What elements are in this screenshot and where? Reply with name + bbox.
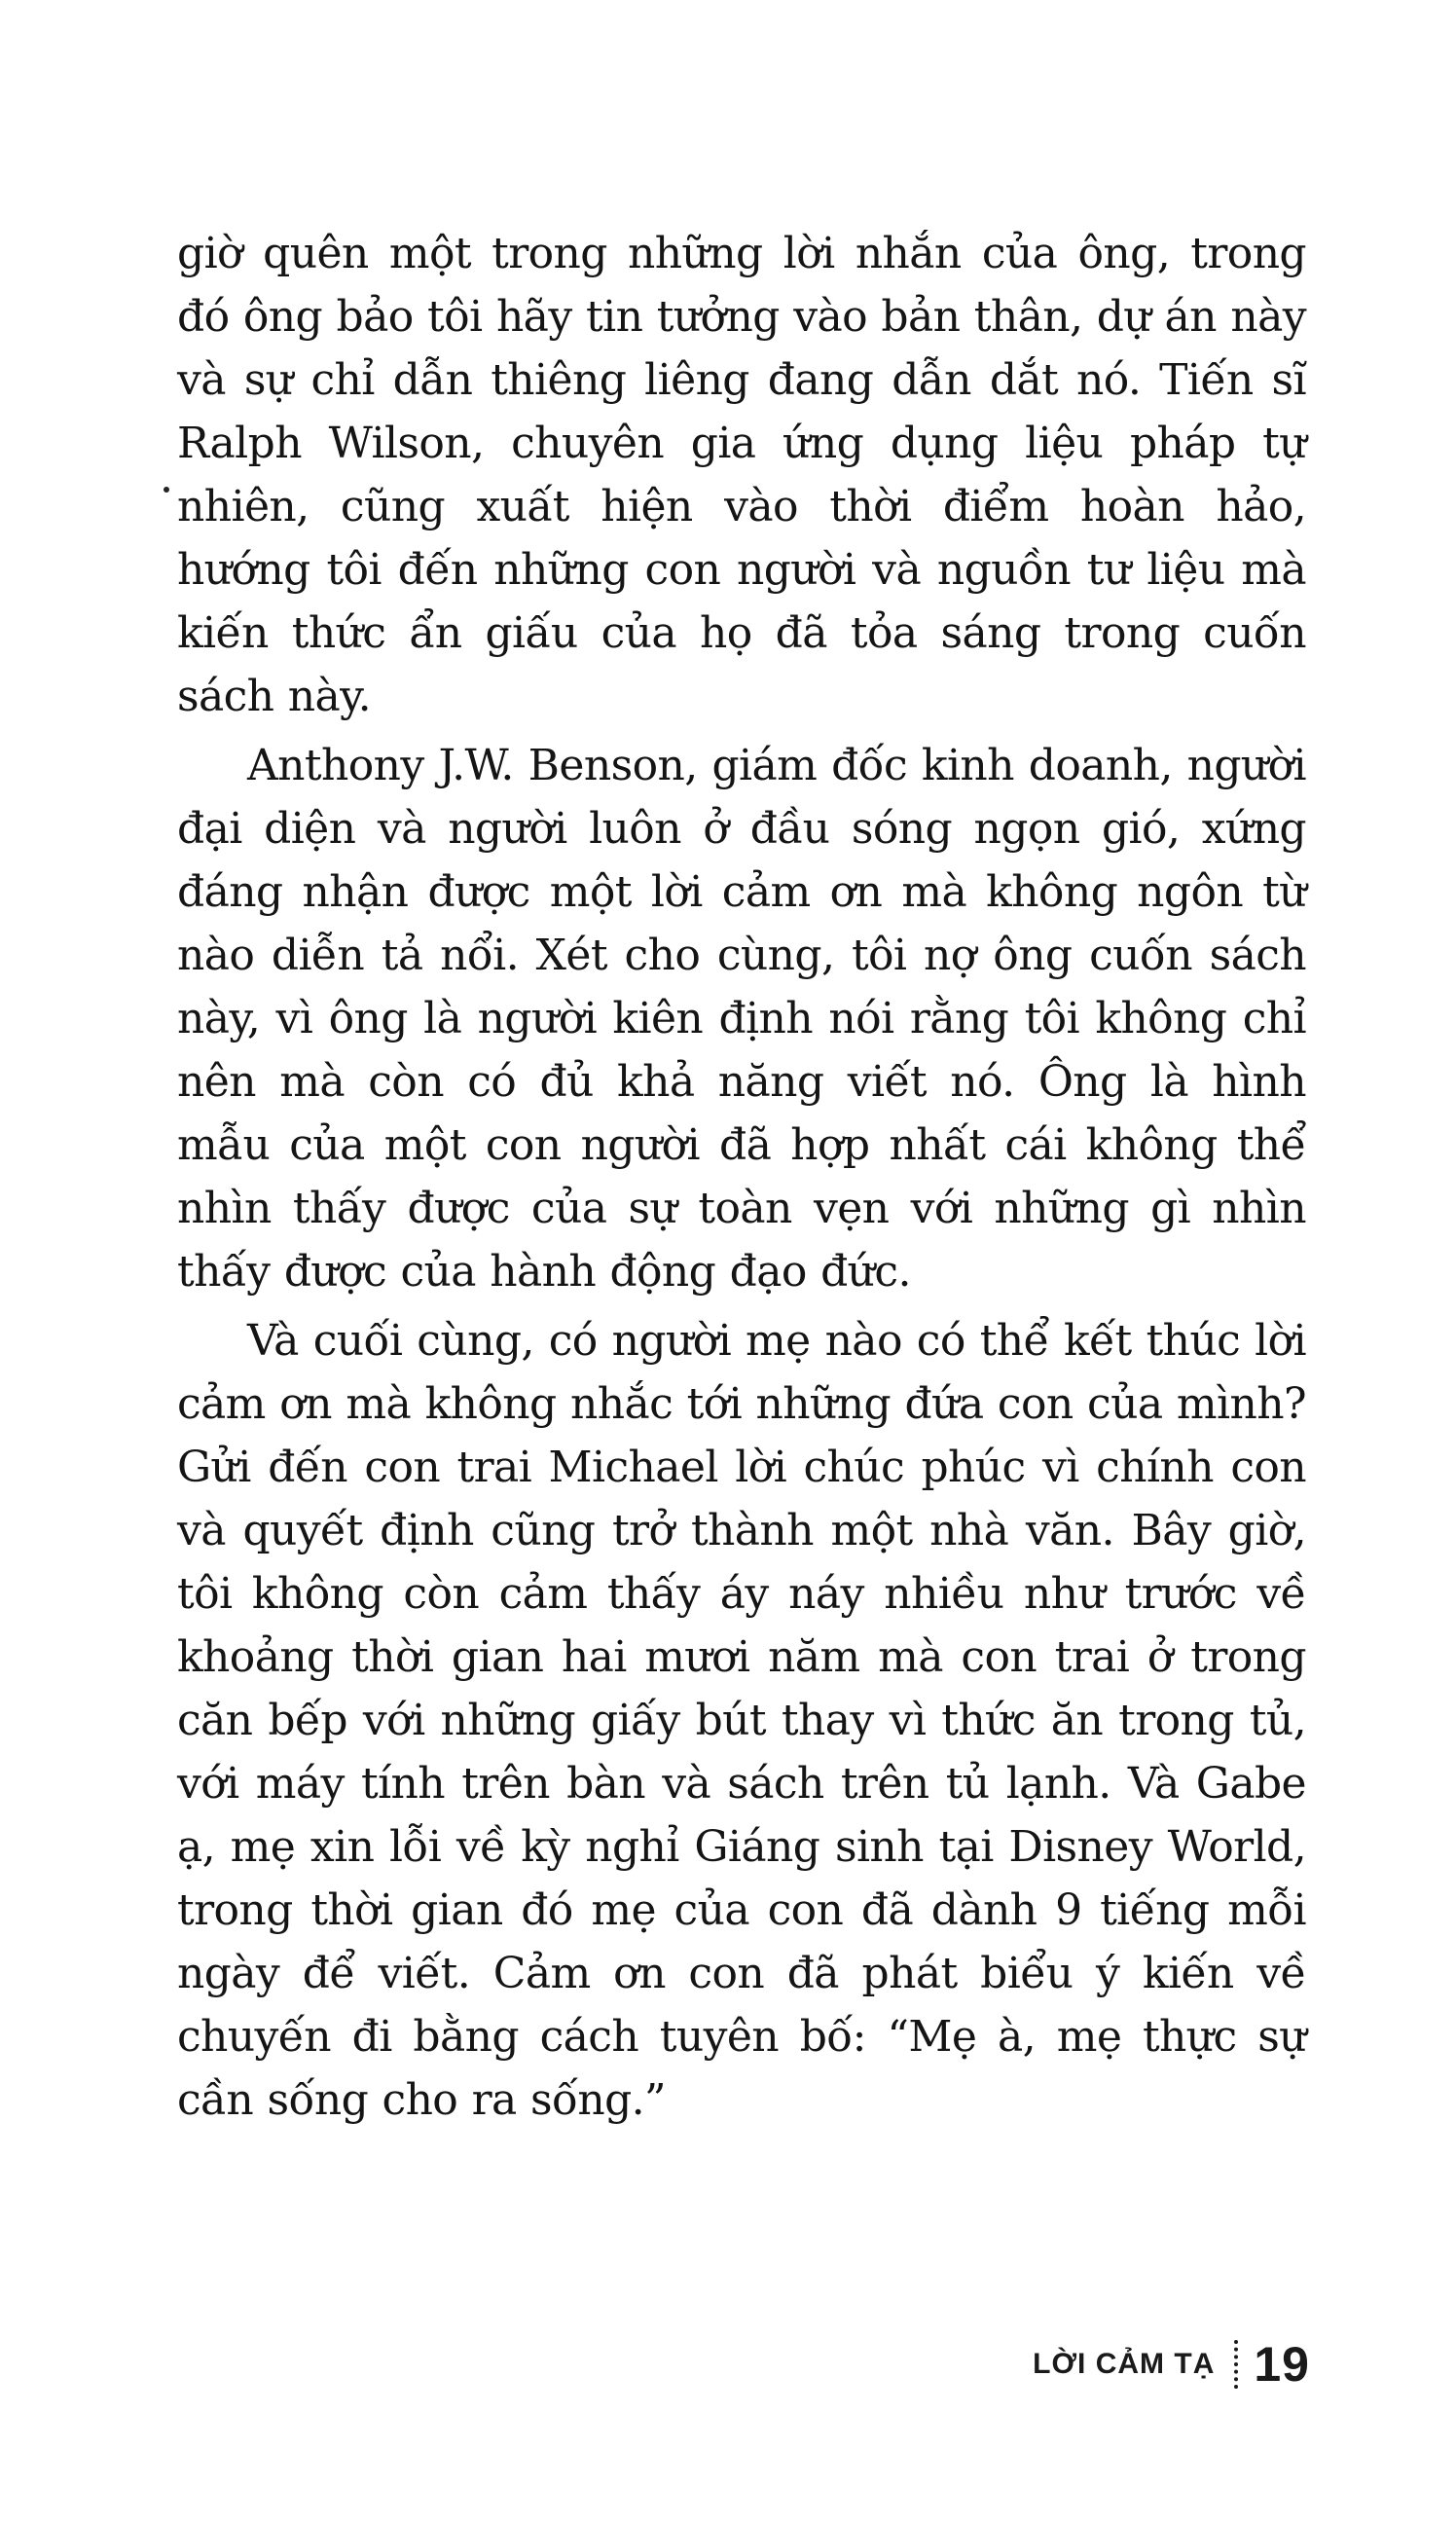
page-footer [1033, 2336, 1310, 2393]
paragraph-benson: Anthony J.W. Benson, giám đốc kinh doanh, người đại diện và người luôn ở đầu sóng ngọn gió, xứng đáng nhận được một lời cảm ơn mà không ngôn từ nào diễn tả nổi. Xét cho cùng, tôi nợ ông cuốn sách này, vì ông là người kiên định nói rằng tôi không chỉ nên mà còn có đủ khả năng viết nó. Ông là hình mẫu của một con người đã hợp nhất cái không thể nhìn thấy được của sự toàn vẹn với những gì nhìn thấy được của hành động đạo đức. [177, 741, 1306, 1297]
print-speck [164, 487, 169, 493]
paragraph-children: Và cuối cùng, có người mẹ nào có thể kết thúc lời cảm ơn mà không nhắc tới những đứa con của mình? Gửi đến con trai Michael lời chúc phúc vì chính con và quyết định cũng trở thành một nhà văn. Bây giờ, tôi không còn cảm thấy áy náy nhiều như trước về khoảng thời gian hai mươi năm mà con trai ở trong căn bếp với những giấy bút thay vì thức ăn trong tủ, với máy tính trên bàn và sách trên tủ lạnh. Và Gabe ạ, mẹ xin lỗi về kỳ nghỉ Giáng sinh tại Disney World, trong thời gian đó mẹ của con đã dành 9 tiếng mỗi ngày để viết. Cảm ơn con đã phát biểu ý kiến về chuyến đi bằng cách tuyên bố: “Mẹ à, mẹ thực sự cần sống cho ra sống.” [177, 1316, 1306, 2125]
body-text [177, 222, 1306, 2138]
footer-divider [1234, 2340, 1238, 2389]
running-head: LỜI CẢM TẠ [1033, 2348, 1216, 2380]
paragraph-continued: giờ quên một trong những lời nhắn của ông, trong đó ông bảo tôi hãy tin tưởng vào bản thân, dự án này và sự chỉ dẫn thiêng liêng đang dẫn dắt nó. Tiến sĩ Ralph Wilson, chuyên gia ứng dụng liệu pháp tự nhiên, cũng xuất hiện vào thời điểm hoàn hảo, hướng tôi đến những con người và nguồn tư liệu mà kiến thức ẩn giấu của họ đã tỏa sáng trong cuốn sách này. [177, 229, 1306, 721]
page-number: 19 [1254, 2337, 1310, 2392]
